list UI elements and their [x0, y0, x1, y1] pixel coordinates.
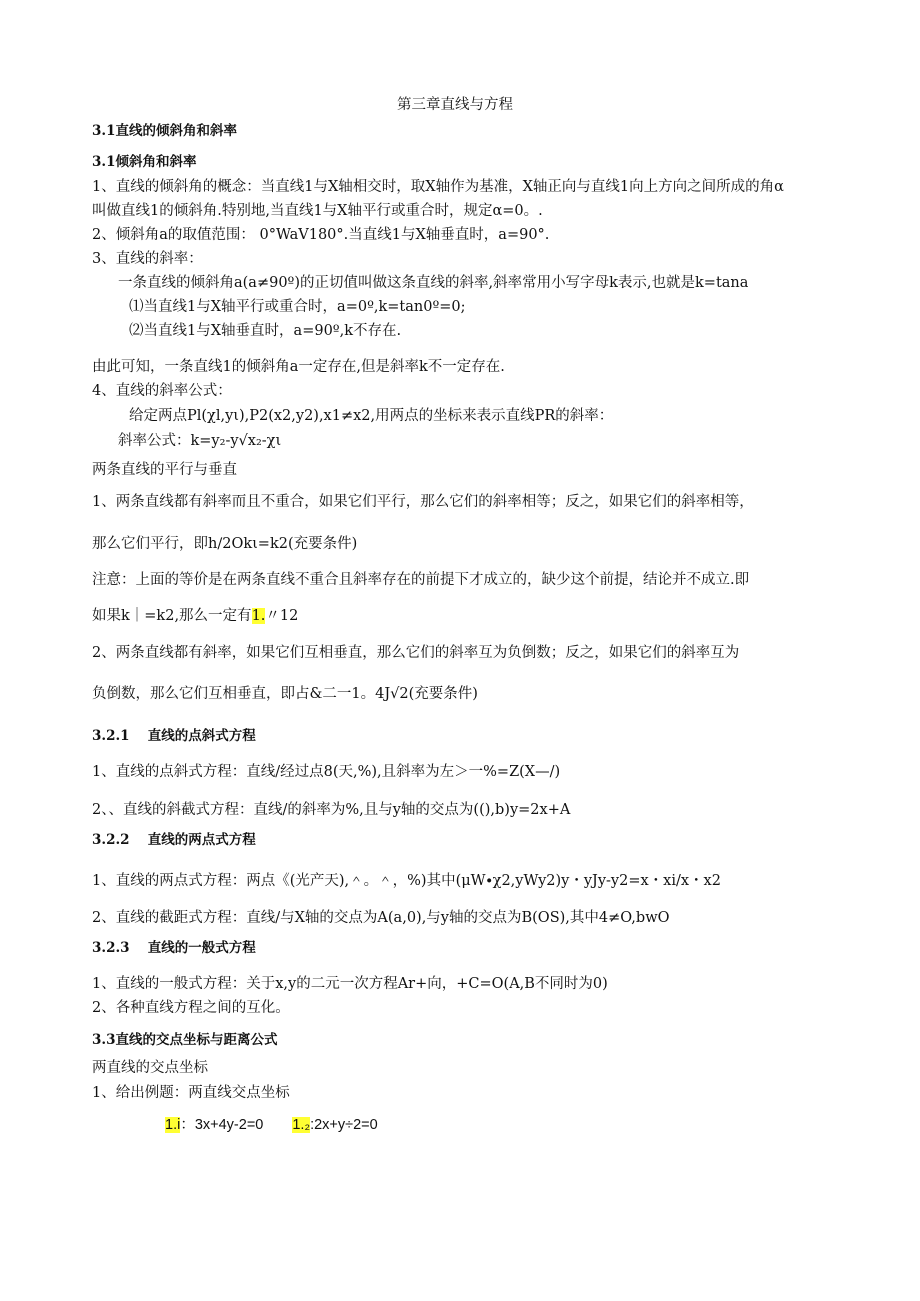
- subsection-heading: 3.1倾斜角和斜率: [92, 154, 197, 170]
- paragraph-slope-formula: 斜率公式：k=y₂-y√x₂-χι: [118, 433, 282, 449]
- line-label-l1: 1.i: [165, 1117, 181, 1133]
- paragraph-inclination-def-2: 叫做直线1的倾斜角.特别地,当直线1与X轴平行或重合时，规定α=0。.: [92, 203, 543, 219]
- note-text-tail: 〃12: [265, 608, 299, 624]
- paragraph-perpendicular-2: 负倒数，那么它们互相垂直，即占&二一1。4J√2(充要条件): [92, 686, 478, 702]
- page-title: 第三章直线与方程: [397, 97, 513, 113]
- highlighted-symbol: 1.: [251, 608, 266, 624]
- paragraph-note-1: 注意：上面的等价是在两条直线不重合且斜率存在的前提下才成立的，缺少这个前提，结论并不成立.即: [92, 572, 750, 588]
- note-text: 如果k｜=k2,那么一定有: [92, 608, 252, 624]
- paragraph-slope-case-2: ⑵当直线1与X轴垂直时，a=90º,k不存在.: [129, 323, 402, 339]
- section-heading-3-2-1: 3.2.1 直线的点斜式方程: [92, 728, 256, 744]
- section-heading-3-2-2: 3.2.2 直线的两点式方程: [92, 832, 256, 848]
- paragraph-angle-range: 2、倾斜角a的取值范围： 0°WaV180°.当直线1与X轴垂直时，a=90°.: [92, 227, 550, 243]
- paragraph-point-slope: 1、直线的点斜式方程：直线/经过点8(天,%),且斜率为左＞一%=Z(X—/): [92, 764, 561, 780]
- equation-line: [165, 1115, 378, 1135]
- paragraph-example: 1、给出例题：两直线交点坐标: [92, 1085, 290, 1101]
- paragraph-general-form: 1、直线的一般式方程：关于x,y的二元一次方程Ar+向，+C=O(A,B不同时为0): [92, 976, 608, 992]
- paragraph-perpendicular-1: 2、两条直线都有斜率，如果它们互相垂直，那么它们的斜率互为负倒数；反之，如果它们的斜率互为: [92, 645, 740, 661]
- paragraph-intercept-form: 2、直线的截距式方程：直线/与X轴的交点为A(a,0),与y轴的交点为B(OS),其中4≠O,bwO: [92, 910, 670, 926]
- paragraph-inclination-def-1: 1、直线的倾斜角的概念：当直线1与X轴相交时，取X轴作为基准，X轴正向与直线1向上方向之间所成的角α: [92, 179, 784, 195]
- paragraph-two-points: 给定两点Pl(χl,yι),P2(x2,y2),x1≠x2,用两点的坐标来表示直线PR的斜率：: [129, 408, 614, 424]
- equation-l1: ：3x+4y-2=0: [180, 1117, 293, 1133]
- equation-l2: :2x+y÷2=0: [310, 1117, 378, 1133]
- heading-parallel-perpendicular: 两条直线的平行与垂直: [92, 462, 237, 478]
- paragraph-slope-def: 一条直线的倾斜角a(a≠90º)的正切值叫做这条直线的斜率,斜率常用小写字母k表示,也就是k=tana: [118, 275, 749, 291]
- paragraph-slope-case-1: ⑴当直线1与X轴平行或重合时，a=0º,k=tan0º=0;: [129, 299, 466, 315]
- paragraph-note-2: [92, 606, 298, 626]
- paragraph-slope-intercept: 2、、直线的斜截式方程：直线/的斜率为%,且与y轴的交点为((),b)y=2x+A: [92, 802, 571, 818]
- section-heading-3-1: 3.1直线的倾斜角和斜率: [92, 123, 237, 139]
- paragraph-slope-formula-heading: 4、直线的斜率公式：: [92, 383, 232, 399]
- section-heading-3-2-3: 3.2.3 直线的一般式方程: [92, 940, 256, 956]
- paragraph-two-point-form: 1、直线的两点式方程：两点《(光产天),＾。＾，%)其中(μW∙χ2,yWy2)y・yJy-y2=x・xi/x・x2: [92, 873, 721, 889]
- line-label-l2: 1.₂: [292, 1117, 311, 1133]
- paragraph-slope-heading: 3、直线的斜率：: [92, 251, 203, 267]
- paragraph-parallel-1: 1、两条直线都有斜率而且不重合，如果它们平行，那么它们的斜率相等；反之，如果它们的斜率相等，: [92, 494, 754, 510]
- heading-intersection: 两直线的交点坐标: [92, 1060, 208, 1076]
- paragraph-parallel-2: 那么它们平行，即h∕2Okι=k2(充要条件): [92, 536, 358, 552]
- section-heading-3-3: 3.3直线的交点坐标与距离公式: [92, 1032, 278, 1048]
- paragraph-slope-conclusion: 由此可知，一条直线1的倾斜角a一定存在,但是斜率k不一定存在.: [92, 359, 505, 375]
- paragraph-conversion: 2、各种直线方程之间的互化。: [92, 1000, 290, 1016]
